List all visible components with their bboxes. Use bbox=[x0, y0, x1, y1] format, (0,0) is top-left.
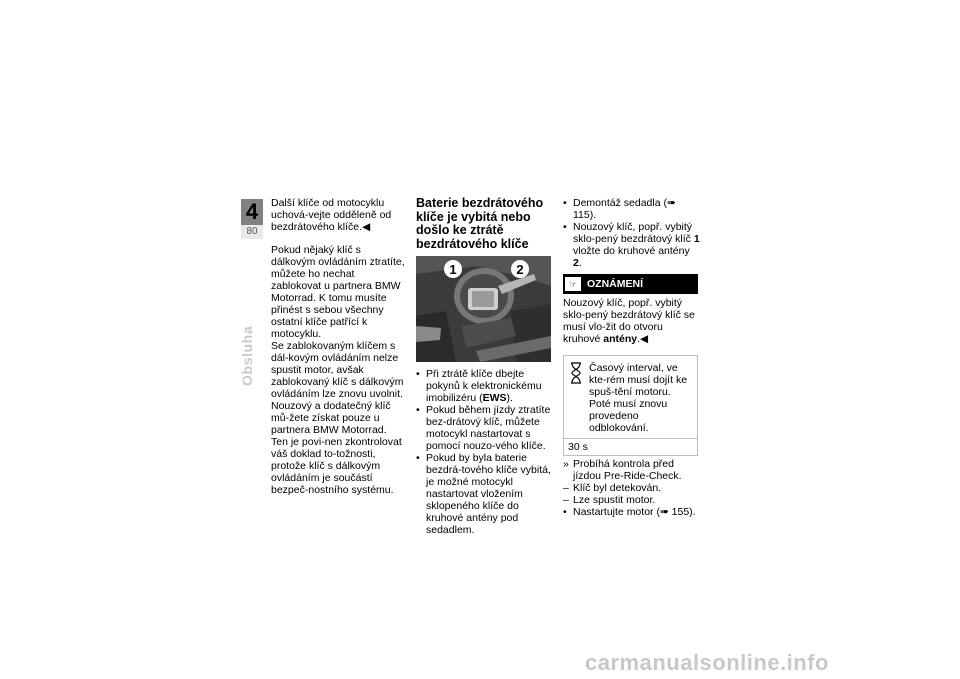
info-value: 30 s bbox=[564, 438, 697, 455]
list-item: • Demontáž sedadla (➠ 115). bbox=[563, 197, 701, 221]
list-item: • Nouzový klíč, popř. vybitý sklo-pený bezdrátový klíč 1 vložte do kruhové antény 2. bbox=[563, 221, 701, 269]
list-item: • Při ztrátě klíče dbejte pokynů k elektronickému imobilizéru (EWS). bbox=[416, 368, 552, 404]
p1-text: Další klíče od motocyklu uchová-vejte odděleně od bezdrátového klíče. bbox=[271, 197, 392, 233]
list-item: • Pokud by byla baterie bezdrá-tového klíče vybitá, je možné motocykl nastartovat vložením sklopeného klíče do kruhové antény pod sedadlem. bbox=[416, 452, 552, 536]
paragraph-2: Pokud nějaký klíč s dálkovým ovládáním ztratíte, můžete ho nechat zablokovat u partnera BMW Motorrad. K tomu musíte přinést s sebou všechny ostatní klíče patřící k motocyklu. bbox=[271, 244, 405, 340]
dash-item: – Lze spustit motor. bbox=[563, 494, 701, 506]
hand-pointer-icon: ☞ bbox=[565, 277, 581, 291]
notice-header bbox=[563, 274, 698, 294]
bullet-list-col3-end bbox=[563, 506, 701, 518]
page-number: 80 bbox=[241, 225, 263, 239]
column-2 bbox=[416, 197, 552, 536]
chapter-number: 4 bbox=[241, 199, 263, 225]
paragraph-1 bbox=[271, 197, 406, 233]
info-text: Časový interval, ve kte-rém musí dojít ke spuš-tění motoru. Poté musí znovu provedeno odblokování. bbox=[589, 362, 688, 434]
paragraph-4: Nouzový a dodatečný klíč mů-žete získat pouze u partnera BMW Motorrad. Ten je povi-nen zkontrolovat váš doklad to-tožnosti, protože klíč s dálkovým ovládáním je součástí bezpeč-nostního systému. bbox=[271, 400, 402, 496]
paragraph-3: Se zablokovaným klíčem s dál-kovým ovládáním nelze spustit motor, avšak zablokovaný klíč s dálkovým ovládáním lze znovu uvolnit. bbox=[271, 340, 404, 400]
antenna-photo-image bbox=[416, 256, 551, 362]
dash-item: – Klíč byl detekován. bbox=[563, 482, 701, 494]
hourglass-icon bbox=[569, 362, 583, 384]
list-item: • Nastartujte motor (➠ 155). bbox=[563, 506, 701, 518]
watermark: carmanualsonline.info bbox=[585, 650, 829, 675]
chapter-side-label-text: Obsluha bbox=[239, 325, 255, 386]
bullet-list-col2 bbox=[416, 368, 552, 536]
antenna-photo bbox=[416, 256, 551, 362]
list-item: • Pokud během jízdy ztratíte bez-drátový klíč, můžete motocykl nastartovat s pomocí nouzo-vého klíče. bbox=[416, 404, 552, 452]
photo-label-2: 2 bbox=[516, 262, 524, 277]
end-mark-icon: ◀ bbox=[362, 221, 371, 233]
column-1 bbox=[271, 197, 406, 496]
info-box bbox=[563, 355, 698, 456]
notice-title: OZNÁMENÍ bbox=[587, 278, 643, 290]
photo-label-1: 1 bbox=[449, 262, 457, 277]
column-3 bbox=[563, 197, 701, 518]
result-item: » Probíhá kontrola před jízdou Pre-Ride-Check. bbox=[563, 458, 701, 482]
chapter-side-label bbox=[238, 316, 256, 386]
section-heading: Baterie bezdrátového klíče je vybitá nebo došlo ke ztrátě bezdrátového klíče bbox=[416, 196, 544, 251]
notice-text: Nouzový klíč, popř. vybitý sklo-pený bezdrátový klíč se musí vlo-žit do otvoru kruhové antény.◀ bbox=[563, 297, 695, 345]
bullet-list-col3 bbox=[563, 197, 701, 269]
